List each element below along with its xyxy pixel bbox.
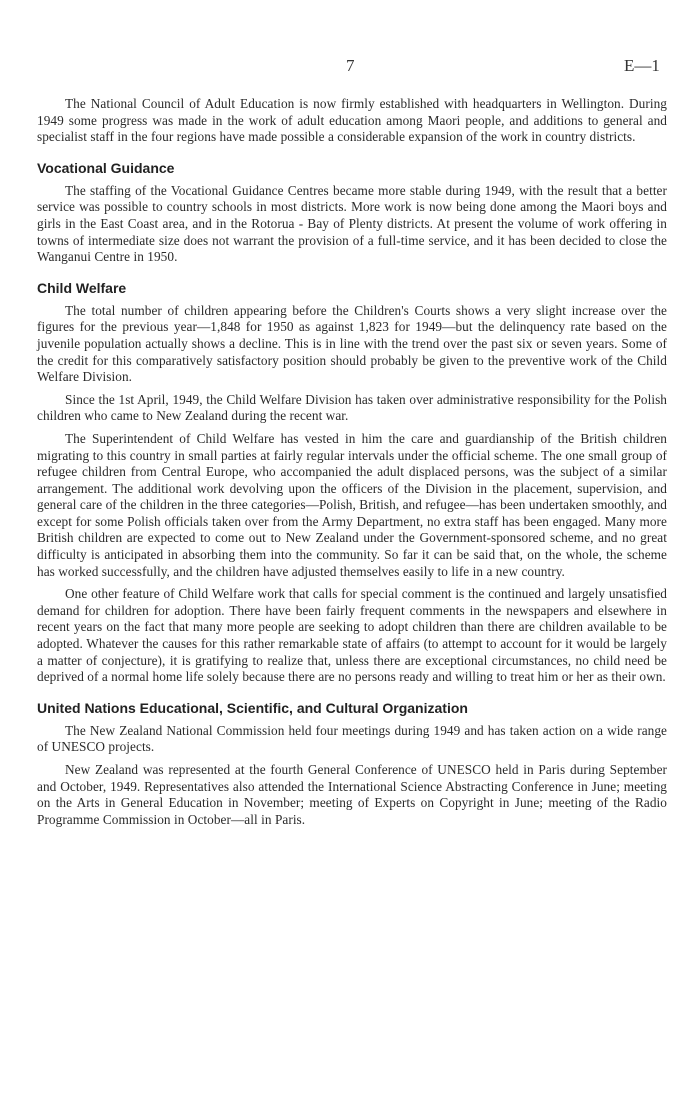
body-paragraph: One other feature of Child Welfare work that calls for special comment is the continued and largely unsatisfied demand for children for adoption. There have been fairly frequent comments in the newspapers and elsewhere in recent years on the fact that many more people are seeking to adopt children than there are children available to be adopted. Whatever the causes for this rather remarkable state of affairs (to attempt to account for it would be largely a matter of conjecture), it is gratifying to realize that, unless there are exceptional circumstances, no child need be deprived of a normal home life solely because there are no persons ready and willing to treat him or her as their own. <box>37 586 667 685</box>
body-paragraph: Since the 1st April, 1949, the Child Welfare Division has taken over administrative responsibility for the Polish children who came to New Zealand during the recent war. <box>37 391 667 424</box>
document-reference: E—1 <box>624 56 660 75</box>
body-paragraph: The staffing of the Vocational Guidance Centres became more stable during 1949, with the result that a better service was possible to country schools in most districts. More work is now being done among the Maori boys and girls in the East Coast area, and in the Rotorua - Bay of Plenty districts. At present the volume of work offering in towns of intermediate size does not warrant the provision of a full-time service, and it has been decided to close the Wanganui Centre in 1950. <box>37 182 667 265</box>
section-heading: United Nations Educational, Scientific, and Cultural Organization <box>37 699 468 716</box>
section-child-welfare <box>37 279 667 686</box>
body-paragraph: The New Zealand National Commission held four meetings during 1949 and has taken action on a wide range of UNESCO projects. <box>37 722 667 755</box>
section-heading: Vocational Guidance <box>37 159 175 176</box>
body-paragraph: The Superintendent of Child Welfare has vested in him the care and guardianship of the British children migrating to this country in small parties at fairly regular intervals under the official scheme. The one small group of refugee children from Central Europe, who accompanied the adult displaced persons, was the subject of a similar arrangement. The additional work devolving upon the officers of the Division in the placement, supervision, and general care of the children in the three categories—Polish, British, and refugee—has been undertaken smoothly, and except for some Polish officials taken over from the Army Department, no extra staff has been engaged. Many more British children are expected to come out to New Zealand under the Government-sponsored scheme, and no great difficulty is anticipated in absorbing them into the community. So far it can be said that, on the whole, the scheme has worked successfully, and the children have adjusted themselves easily to life in a new country. <box>37 430 667 579</box>
body-paragraph: New Zealand was represented at the fourth General Conference of UNESCO held in Paris during September and October, 1949. Representatives also attended the International Science Abstracting Conference in June; meeting on the Arts in General Education in November; meeting of Experts on Copyright in June; meeting of the Radio Programme Commission in October—all in Paris. <box>37 762 667 827</box>
body-paragraph: The total number of children appearing before the Children's Courts shows a very slight increase over the figures for the previous year—1,848 for 1950 as against 1,823 for 1949—but the delinquency rate based on the juvenile population actually shows a decline. This is in line with the trend over the past six or seven years. Some of the credit for this comparatively satisfactory position should probably be given to the preventive work of the Child Welfare Division. <box>37 302 667 385</box>
section-heading: Child Welfare <box>37 279 127 296</box>
page-number: 7 <box>346 56 355 75</box>
page-body <box>37 96 667 834</box>
section-vocational-guidance <box>37 159 667 266</box>
intro-paragraph: The National Council of Adult Education is now firmly established with headquarters in Wellington. During 1949 some progress was made in the work of adult education among Maori people, and additions to general and specialist staff in the four regions have made possible a considerable expansion of the work in country districts. <box>37 96 667 145</box>
section-unesco <box>37 699 667 829</box>
